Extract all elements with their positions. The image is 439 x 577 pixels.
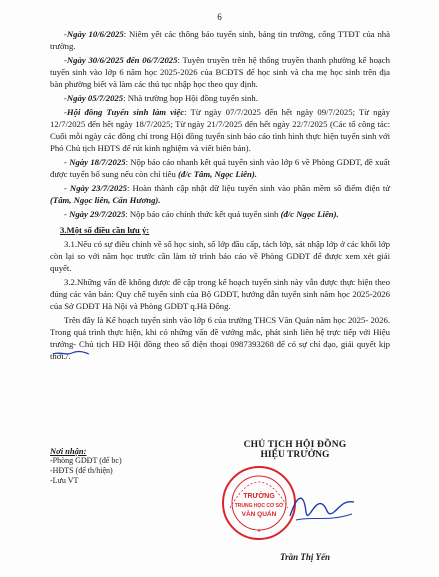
signature-block: [200, 440, 390, 460]
paragraph-schedule-5: [50, 156, 390, 180]
recipient-item: -Lưu VT: [50, 476, 79, 485]
schedule-date: -Hội đồng Tuyển sinh làm việc: [64, 107, 185, 117]
schedule-text: : Hoàn thành cập nhật dữ liệu tuyển sinh vào phần mềm số điểm điện tử: [127, 183, 390, 193]
svg-text:TRUNG HỌC CƠ SỞ: TRUNG HỌC CƠ SỞ: [234, 503, 284, 509]
responsible-persons: (đ/c Ngọc Liên).: [280, 209, 339, 219]
paragraph-schedule-1: [50, 28, 390, 52]
schedule-date: -Ngày 05/7/2025: [64, 93, 124, 103]
schedule-text: : Nộp báo cáo chính thức kết quả tuyển sinh: [125, 209, 281, 219]
closing-paragraph: Trên đây là Kế hoạch tuyển sinh vào lớp 6 của trường THCS Văn Quán năm học 2025- 2026. Trong quá trình thực hiện, khi có những vấn đề vướng mắc, phát sinh liên hệ trực tiếp với Hiệu trưởng- Chủ tịch HĐ Hội đồng theo số điện thoại 0987393268 để có sự chỉ đạo, giải quyết kịp thời./.: [50, 315, 390, 361]
pen-stroke-mark: [52, 348, 90, 358]
svg-text:TRƯỜNG: TRƯỜNG: [243, 493, 275, 500]
note-3-1: 3.1.Nếu có sự điều chỉnh về số học sinh, số lớp đầu cấp, tách lớp, sát nhập lớp ở các khối lớp còn lại so với năm học trước cần làm tờ trình báo cáo về Phòng GDĐT để được xem xét giải quyết.: [50, 239, 390, 273]
svg-text:★: ★: [256, 528, 262, 534]
note-3-2: 3.2.Những vấn đề không được đề cập trong kế hoạch tuyển sinh này vẫn được thực hiện theo đúng các văn bản: Quy chế tuyển sinh của Bộ GDĐT, hướng dẫn tuyển sinh năm học 2025-2026 của Sở GDĐT Hà Nội và Phòng GDĐT q.Hà Đông.: [50, 277, 390, 311]
recipient-item: -HĐTS (để th/hiện): [50, 466, 113, 475]
recipient-item: -Phòng GDĐT (để bc): [50, 456, 122, 465]
paragraph-schedule-3: [50, 92, 390, 104]
paragraph-schedule-4: [50, 106, 390, 154]
schedule-date: - Ngày 29/7/2025: [64, 209, 126, 219]
paragraph-schedule-6: [50, 182, 390, 206]
signer-role-principal: HIỆU TRƯỞNG: [260, 450, 330, 460]
footer-block: [50, 440, 390, 570]
schedule-date: - Ngày 18/7/2025: [64, 157, 126, 167]
schedule-text: : Niêm yết các thông báo tuyển sinh, bảng tin trường, cổng TTĐT của nhà trường.: [50, 29, 390, 51]
schedule-date: - Ngày 23/7/2025: [64, 183, 128, 193]
responsible-persons: (đ/c Tâm, Ngọc Liên).: [178, 169, 257, 179]
signer-role-chair: CHỦ TỊCH HỘI ĐỒNG: [243, 440, 347, 450]
recipients: [50, 446, 122, 486]
responsible-persons: (Tâm, Ngọc liên, Cẩn Hương).: [50, 195, 161, 205]
paragraph-schedule-2: [50, 54, 390, 90]
schedule-text: : Từ ngày 07/7/2025 đến hết ngày 09/7/2025; Từ ngày 12/7/2025 đến hết ngày 18/7/2025; Từ ngày 21/7/2025 đến hết ngày 22/7/2025 (Các tổ công tác: Cuối mỗi ngày các đồng chí trong Hội đồng tuyển sinh báo cáo tình hình thực hiện tuyển sinh với Phó Chủ tịch HĐTS để rút kinh nghiệm và viết biên bản).: [50, 107, 390, 153]
schedule-date: -Ngày 10/6/2025: [64, 29, 124, 39]
svg-text:VĂN QUÁN: VĂN QUÁN: [241, 511, 277, 518]
section-heading: 3.Một số điều cần lưu ý:: [60, 225, 150, 235]
page-number: 6: [217, 12, 222, 22]
signer-name: Trần Thị Yến: [280, 552, 331, 562]
paragraph-schedule-7: [50, 208, 390, 220]
recipients-title: Nơi nhận:: [50, 446, 87, 456]
schedule-text: : Tuyên truyền trên hệ thống truyền thanh phường kế hoạch tuyển sinh vào lớp 6 năm học 2025-2026 của BCĐTS để học sinh và cha mẹ học sinh trên địa bàn phường biết và làm các thủ tục nhập học theo quy định.: [50, 55, 390, 89]
handwritten-signature: [282, 482, 362, 532]
document-body: [50, 28, 390, 364]
schedule-text: : Nộp báo cáo nhanh kết quả tuyển sinh vào lớp 6 về Phòng GDĐT, đề xuất được tuyển bổ sung nếu còn chỉ tiêu: [50, 157, 390, 179]
schedule-date: -Ngày 30/6/2025 đến 06/7/2025: [64, 55, 178, 65]
schedule-text: : Nhà trường họp Hội đồng tuyển sinh.: [123, 93, 258, 103]
